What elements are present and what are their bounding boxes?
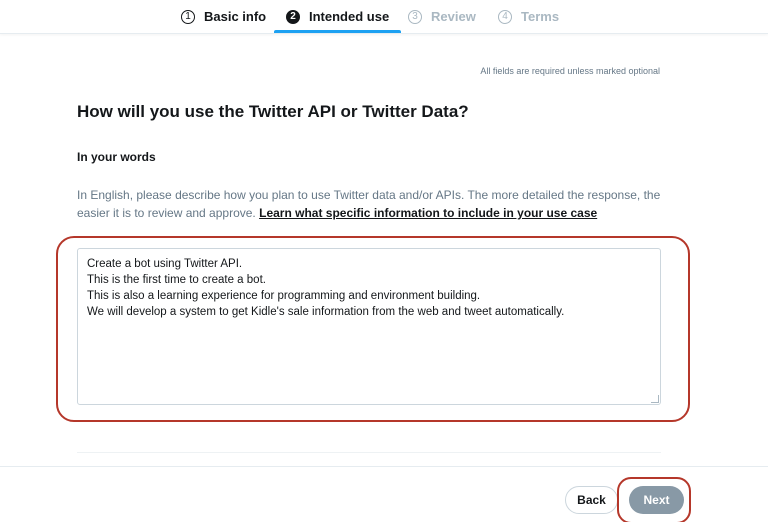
step-number: 3: [408, 10, 422, 24]
required-fields-note: All fields are required unless marked optional: [480, 66, 660, 76]
back-button[interactable]: Back: [565, 486, 618, 514]
step-terms: [498, 0, 559, 33]
step-number: 2: [286, 10, 300, 24]
step-number: 1: [181, 10, 195, 24]
page-title: How will you use the Twitter API or Twitter Data?: [77, 102, 469, 121]
divider: [77, 452, 661, 453]
step-label: Terms: [521, 9, 560, 24]
textarea-line: This is the first time to create a bot.: [87, 274, 266, 286]
use-case-info-link[interactable]: Learn what specific information to include in your use case: [259, 206, 598, 220]
help-text: [77, 186, 667, 222]
step-intended-use[interactable]: [286, 0, 389, 33]
help-description: In English, please describe how you plan to use Twitter data and/or APIs. The more detailed the response, the easier it is to review and approve.: [77, 188, 661, 220]
step-label: Review: [431, 9, 476, 24]
next-button[interactable]: Next: [629, 486, 684, 514]
textarea-line: This is also a learning experience for programming and environment building.: [87, 290, 481, 302]
textarea-line: We will develop a system to get Kidle's sale information from the web and tweet automatically.: [87, 306, 565, 318]
step-label: Intended use: [309, 9, 390, 24]
step-review: [408, 0, 476, 33]
use-case-textarea[interactable]: [77, 248, 661, 405]
progress-stepper: [0, 0, 768, 34]
step-label: Basic info: [204, 9, 267, 24]
resize-handle-icon[interactable]: [651, 395, 659, 403]
step-basic-info[interactable]: [181, 0, 266, 33]
textarea-line: Create a bot using Twitter API.: [87, 258, 243, 270]
section-heading: In your words: [77, 150, 156, 164]
use-case-textarea-wrapper: [77, 248, 661, 405]
step-number: 4: [498, 10, 512, 24]
